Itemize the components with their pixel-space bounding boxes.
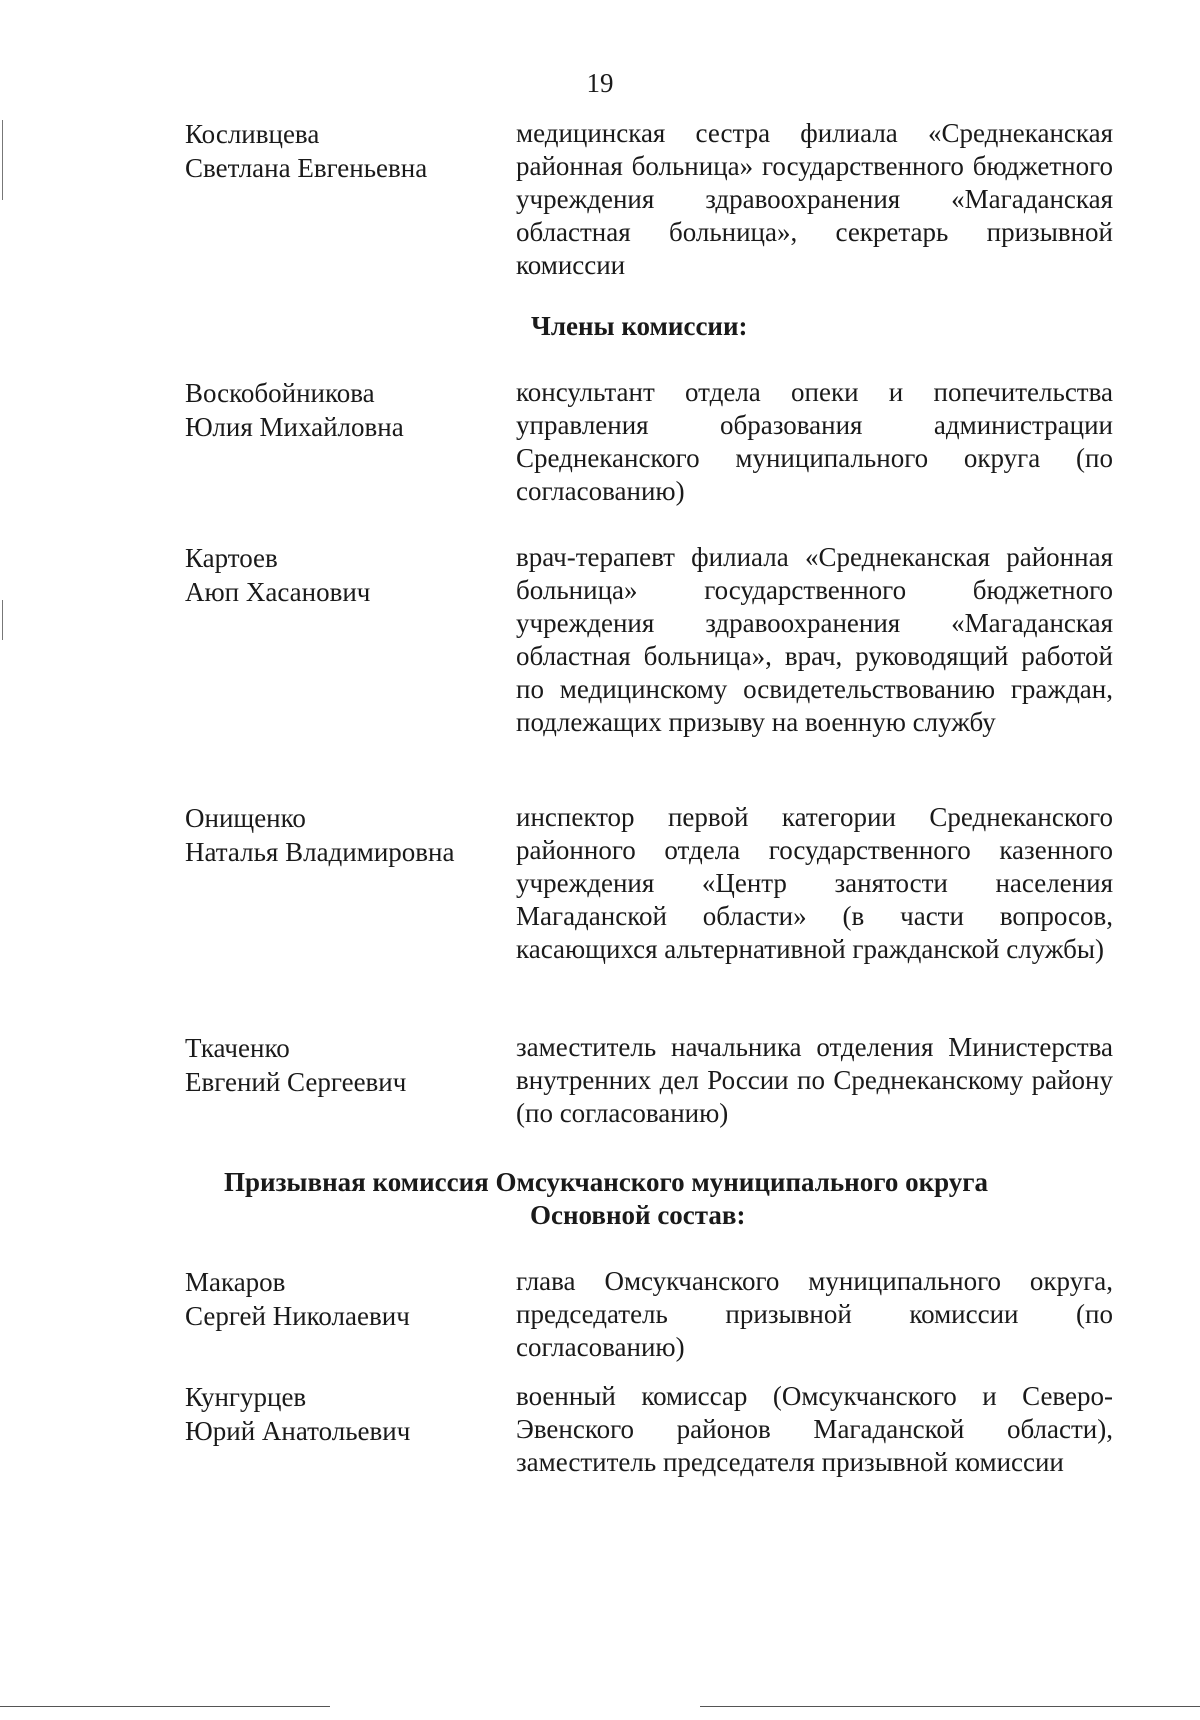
person-name	[185, 1380, 485, 1448]
person-given-names: Аюп Хасанович	[185, 577, 371, 607]
person-given-names: Наталья Владимировна	[185, 837, 455, 867]
person-surname: Картоев	[185, 543, 278, 573]
person-surname: Воскобойникова	[185, 378, 375, 408]
person-surname: Косливцева	[185, 119, 320, 149]
scan-edge-mark	[2, 120, 3, 200]
person-given-names: Евгений Сергеевич	[185, 1067, 407, 1097]
person-name	[185, 541, 485, 609]
members-heading: Члены комиссии:	[531, 311, 748, 341]
section-heading: Призывная комиссия Омсукчанского муниципального округа	[224, 1167, 989, 1197]
person-given-names: Юрий Анатольевич	[185, 1416, 411, 1446]
scan-bottom-edge	[700, 1706, 1200, 1707]
person-position: инспектор первой категории Среднеканского районного отдела государственного казенного учреждения «Центр занятости населения Магаданской области» (в части вопросов, касающихся альтернативной гражданской службы)	[516, 802, 1113, 964]
person-name	[185, 1265, 485, 1333]
person-surname: Кунгурцев	[185, 1382, 307, 1412]
person-name	[185, 801, 485, 869]
page-number: 19	[586, 68, 614, 98]
person-surname: Макаров	[185, 1267, 286, 1297]
person-given-names: Юлия Михайловна	[185, 412, 404, 442]
person-position: врач-терапевт филиала «Среднеканская районная больница» государственного бюджетного учреждения здравоохранения «Магаданская областная больница», врач, руководящий работой по медицинскому освидетельствованию граждан, подлежащих призыву на военную службу	[516, 542, 1113, 737]
scan-edge-mark	[2, 600, 3, 640]
person-name	[185, 376, 485, 444]
section-subheading: Основной состав:	[530, 1200, 746, 1230]
person-surname: Онищенко	[185, 803, 306, 833]
person-name	[185, 1031, 485, 1099]
person-position: консультант отдела опеки и попечительства управления образования администрации Среднеканского муниципального округа (по согласованию)	[516, 377, 1113, 506]
person-surname: Ткаченко	[185, 1033, 290, 1063]
person-position: глава Омсукчанского муниципального округа, председатель призывной комиссии (по согласованию)	[516, 1266, 1113, 1362]
person-position: медицинская сестра филиала «Среднеканская районная больница» государственного бюджетного учреждения здравоохранения «Магаданская областная больница», секретарь призывной комиссии	[516, 118, 1113, 280]
scan-bottom-edge	[0, 1706, 330, 1707]
person-given-names: Сергей Николаевич	[185, 1301, 410, 1331]
person-position: военный комиссар (Омсукчанского и Северо-Эвенского районов Магаданской области), заместитель председателя призывной комиссии	[516, 1381, 1113, 1477]
person-given-names: Светлана Евгеньевна	[185, 153, 428, 183]
person-name	[185, 117, 485, 185]
person-position: заместитель начальника отделения Министерства внутренних дел России по Среднеканскому району (по согласованию)	[516, 1032, 1113, 1128]
